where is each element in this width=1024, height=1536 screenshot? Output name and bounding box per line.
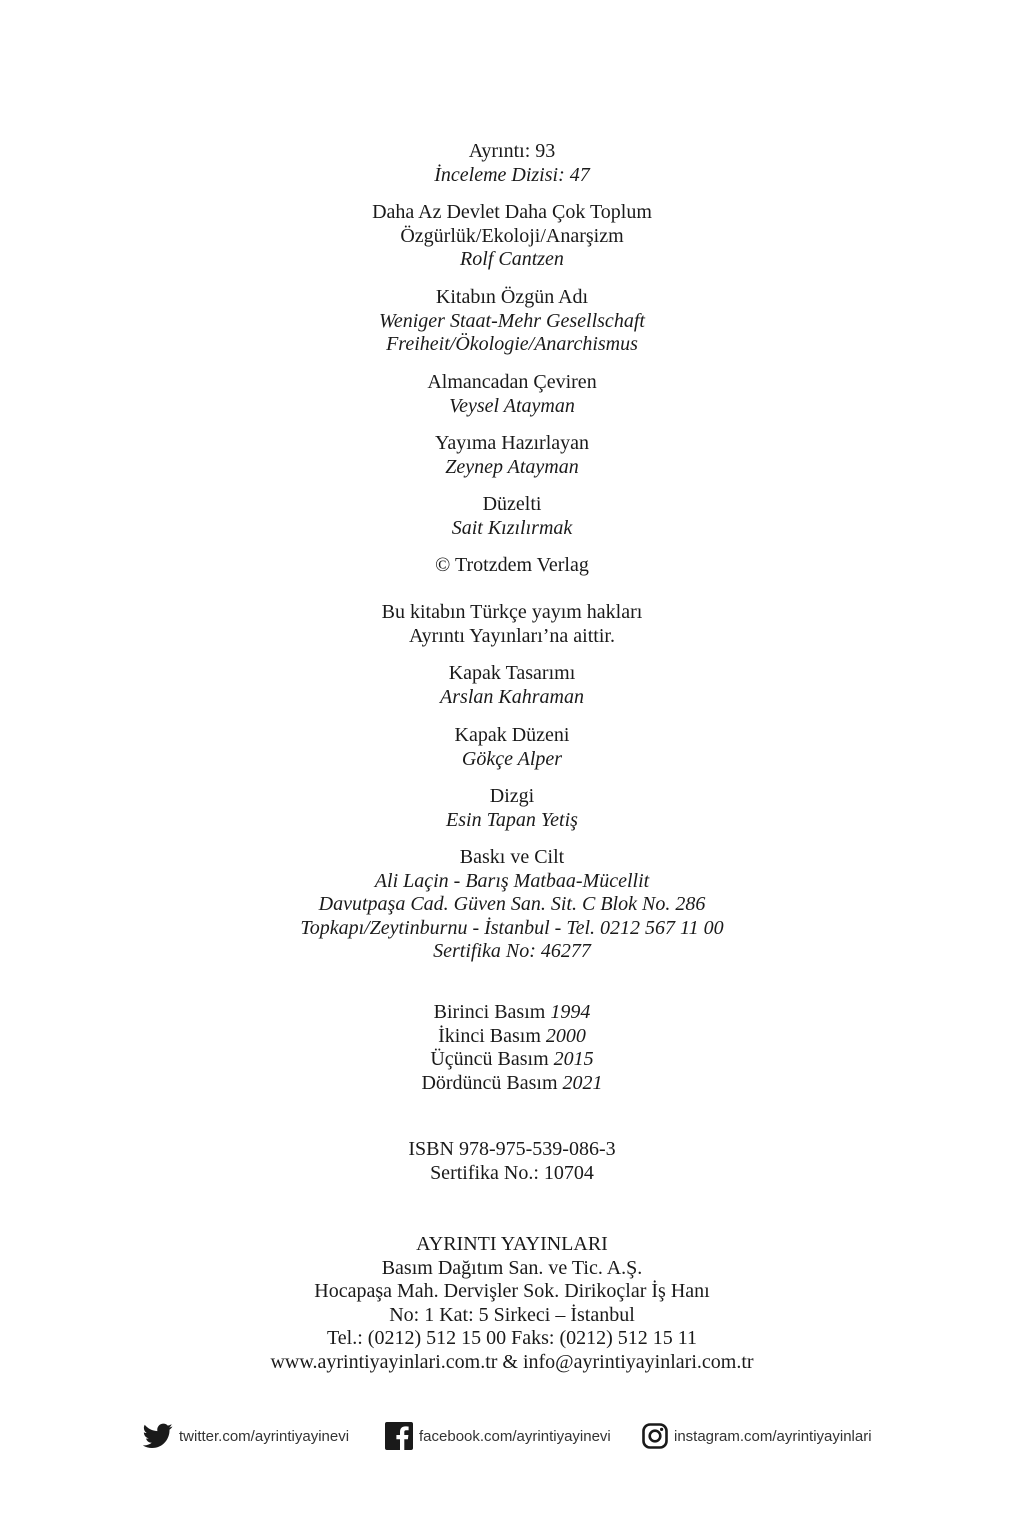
original-title-label: Kitabın Özgün Adı (435, 286, 589, 308)
instagram-icon (642, 1423, 674, 1449)
cover-layout-name: Gökçe Alper (461, 747, 563, 770)
editor-name: Zeynep Atayman (445, 455, 579, 478)
cover-design-name: Arslan Kahraman (440, 685, 584, 708)
facebook-link[interactable] (385, 1420, 611, 1452)
rights-line-2: Ayrıntı Yayınları’na aittir. (409, 624, 615, 647)
printing-line: Topkapı/Zeytinburnu - İstanbul - Tel. 0212 567 11 00 (300, 916, 724, 939)
publisher-phone: Tel.: (0212) 512 15 00 Faks: (0212) 512 15 11 (326, 1327, 698, 1349)
instagram-link-text: instagram.com/ayrintiyayinlari (674, 1427, 872, 1445)
publisher-address-2: No: 1 Kat: 5 Sirkeci – İstanbul (389, 1303, 635, 1326)
translator-name: Veysel Atayman (449, 394, 575, 417)
editions-info (0, 1001, 1024, 1095)
publisher-info (0, 1233, 1024, 1374)
proofreader-name: Sait Kızılırmak (451, 516, 573, 539)
proofreader-label: Düzelti (482, 493, 542, 515)
subseries-line: İnceleme Dizisi: 47 (434, 163, 590, 186)
twitter-icon (143, 1423, 179, 1449)
copyright-info (0, 554, 1024, 578)
series-info (0, 140, 1024, 187)
edition-line: Birinci Basım 1994 (433, 1001, 591, 1023)
typesetting-name: Esin Tapan Yetiş (446, 808, 578, 831)
instagram-link[interactable] (642, 1420, 872, 1452)
edition-line: Dördüncü Basım 2021 (421, 1071, 603, 1094)
editor-label: Yayıma Hazırlayan (434, 432, 590, 454)
certificate-line: Sertifika No.: 10704 (430, 1161, 594, 1184)
cover-design-label: Kapak Tasarımı (448, 662, 576, 684)
printing-line: Ali Laçin - Barış Matbaa-Mücellit (374, 869, 650, 892)
proofreader-info (0, 493, 1024, 540)
translator-info (0, 371, 1024, 418)
facebook-link-text: facebook.com/ayrintiyayinevi (419, 1427, 611, 1445)
original-subtitle: Freiheit/Ökologie/Anarchismus (386, 333, 638, 355)
edition-line: İkinci Basım 2000 (438, 1024, 586, 1047)
publisher-name: AYRINTI YAYINLARI (416, 1233, 608, 1255)
publisher-company: Basım Dağıtım San. ve Tic. A.Ş. (381, 1256, 643, 1279)
facebook-icon (385, 1422, 419, 1450)
printing-line: Davutpaşa Cad. Güven San. Sit. C Blok No. 286 (318, 893, 706, 915)
printing-label: Baskı ve Cilt (459, 846, 565, 868)
book-author: Rolf Cantzen (460, 248, 564, 270)
typesetting-label: Dizgi (489, 785, 535, 807)
cover-design-info (0, 662, 1024, 709)
rights-line-1: Bu kitabın Türkçe yayım hakları (381, 601, 643, 623)
book-subtitle: Özgürlük/Ekoloji/Anarşizm (400, 224, 624, 247)
book-info (0, 201, 1024, 272)
printing-line: Sertifika No: 46277 (433, 940, 591, 962)
cover-layout-info (0, 724, 1024, 771)
series-line: Ayrıntı: 93 (468, 140, 556, 162)
twitter-link[interactable] (143, 1420, 349, 1452)
publisher-address-1: Hocapaşa Mah. Dervişler Sok. Dirikoçlar İş Hanı (314, 1280, 710, 1302)
book-title: Daha Az Devlet Daha Çok Toplum (372, 201, 652, 223)
publisher-web: www.ayrintiyayinlari.com.tr & info@ayrintiyayinlari.com.tr (270, 1350, 754, 1373)
translator-label: Almancadan Çeviren (427, 371, 597, 393)
edition-line: Üçüncü Basım 2015 (430, 1048, 594, 1070)
typesetting-info (0, 785, 1024, 832)
isbn-info (0, 1138, 1024, 1185)
rights-info (0, 601, 1024, 648)
twitter-link-text: twitter.com/ayrintiyayinevi (179, 1427, 350, 1445)
isbn-line: ISBN 978-975-539-086-3 (408, 1138, 616, 1160)
printing-info (0, 846, 1024, 964)
original-title-info (0, 286, 1024, 357)
copyright-line: © Trotzdem Verlag (435, 554, 589, 576)
editor-info (0, 432, 1024, 479)
cover-layout-label: Kapak Düzeni (454, 724, 570, 746)
original-title: Weniger Staat-Mehr Gesellschaft (379, 309, 645, 332)
